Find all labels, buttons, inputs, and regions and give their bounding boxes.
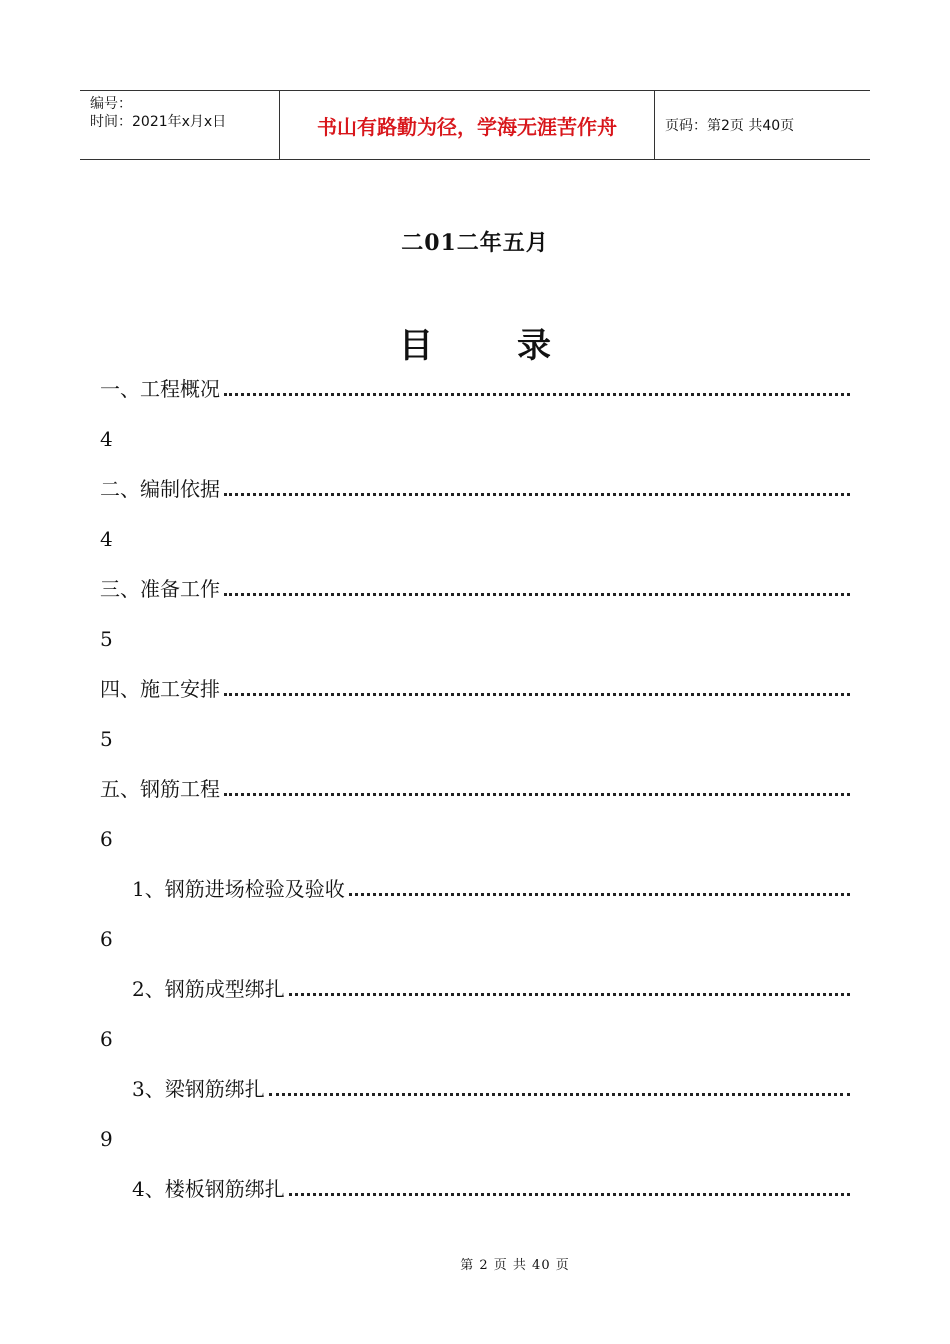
toc-entry-label: 1、钢筋进场检验及验收 (132, 877, 345, 901)
toc-entry-label: 3、梁钢筋绑扎 (132, 1077, 265, 1101)
toc-entry[interactable] (100, 575, 850, 603)
toc-entry-label: 4、楼板钢筋绑扎 (132, 1177, 285, 1201)
toc-entry-page: 5 (100, 727, 113, 751)
toc-entry-page: 4 (100, 427, 113, 451)
toc-entry[interactable] (100, 775, 850, 803)
document-header (80, 90, 870, 160)
header-motto: 书山有路勤为径，学海无涯苦作舟 (280, 91, 655, 159)
number-label: 编号： (90, 96, 132, 112)
toc-entry[interactable] (100, 675, 850, 703)
toc-leader (269, 1092, 850, 1096)
toc-entry-label: 二、编制依据 (100, 477, 220, 501)
date-line: 二01二年五月 (401, 230, 549, 256)
toc-subentry[interactable] (132, 1075, 850, 1103)
toc-entry-page: 6 (100, 927, 113, 951)
toc-entry-page: 6 (100, 827, 113, 851)
toc-entry-label: 三、准备工作 (100, 577, 220, 601)
toc-subentry[interactable] (132, 975, 850, 1003)
toc-leader (289, 1192, 850, 1196)
toc-entry[interactable] (100, 375, 850, 403)
page-footer: 第 2 页 共 40 页 (460, 1258, 570, 1273)
toc-entry-page: 9 (100, 1127, 113, 1151)
toc-entry[interactable] (100, 475, 850, 503)
toc-leader (349, 892, 850, 896)
toc-leader (224, 592, 850, 596)
toc-title-left: 目 (399, 326, 433, 366)
toc-leader (224, 692, 850, 696)
toc-leader (224, 792, 850, 796)
toc-leader (289, 992, 850, 996)
toc-entry-page: 4 (100, 527, 113, 551)
toc-entry-label: 一、工程概况 (100, 377, 220, 401)
time-label: 时间：2021年x月x日 (90, 114, 227, 130)
toc-leader (224, 392, 850, 396)
toc-entry-page: 5 (100, 627, 113, 651)
header-page-info: 页码：第2页 共40页 (665, 118, 795, 134)
toc-title-right: 录 (517, 326, 551, 366)
toc-title (0, 318, 950, 367)
toc-entry-label: 四、施工安排 (100, 677, 220, 701)
toc-entry-label: 五、钢筋工程 (100, 777, 220, 801)
toc-subentry[interactable] (132, 875, 850, 903)
header-meta (80, 91, 280, 159)
toc-entry-page: 6 (100, 1027, 113, 1051)
toc-entry-label: 2、钢筋成型绑扎 (132, 977, 285, 1001)
toc-subentry[interactable] (132, 1175, 850, 1203)
toc-leader (224, 492, 850, 496)
